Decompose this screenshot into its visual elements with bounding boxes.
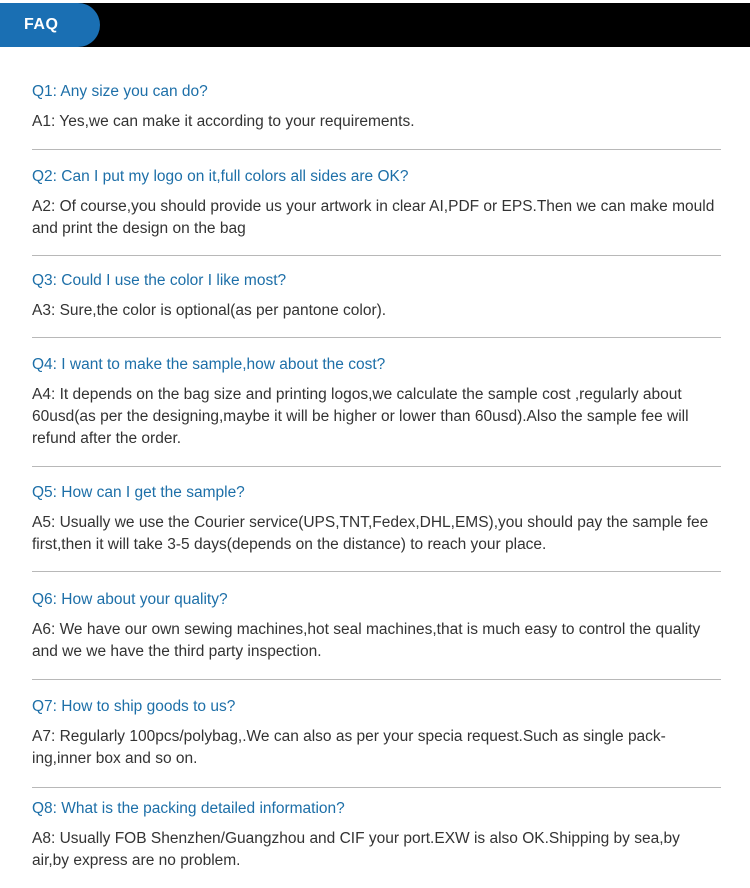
faq-question: Q5: How can I get the sample? <box>32 484 245 501</box>
faq-question: Q8: What is the packing detailed information? <box>32 800 345 817</box>
faq-question: Q3: Could I use the color I like most? <box>32 272 287 289</box>
faq-answer: A3: Sure,the color is optional(as per pantone color). <box>32 302 387 319</box>
faq-item-1 <box>32 82 721 150</box>
faq-title-tab: FAQ <box>0 3 100 47</box>
faq-answer: A6: We have our own sewing machines,hot seal machines,that is much easy to control the quality and we we have the third party inspection. <box>32 621 701 660</box>
faq-item-3 <box>32 256 721 338</box>
faq-question: Q4: I want to make the sample,how about the cost? <box>32 356 386 373</box>
faq-answer: A2: Of course,you should provide us your artwork in clear AI,PDF or EPS.Then we can make mould and print the design on the bag <box>32 198 715 237</box>
faq-question: Q6: How about your quality? <box>32 591 228 608</box>
faq-item-4 <box>32 338 721 467</box>
faq-answer: A8: Usually FOB Shenzhen/Guangzhou and CIF your port.EXW is also OK.Shipping by sea,by air,by express are no problem. <box>32 830 680 869</box>
faq-answer: A5: Usually we use the Courier service(UPS,TNT,Fedex,DHL,EMS),you should pay the sample fee first,then it will take 3-5 days(depends on the distance) to reach your place. <box>32 514 709 553</box>
faq-question: Q1: Any size you can do? <box>32 83 208 100</box>
faq-item-8 <box>32 788 721 872</box>
faq-item-6 <box>32 572 721 680</box>
faq-item-2 <box>32 150 721 256</box>
faq-answer: A1: Yes,we can make it according to your requirements. <box>32 113 415 130</box>
faq-answer: A4: It depends on the bag size and printing logos,we calculate the sample cost ,regularly about 60usd(as per the designing,maybe it will be higher or lower than 60usd).Also the sample fee will refund after the order. <box>32 386 689 447</box>
faq-question: Q2: Can I put my logo on it,full colors all sides are OK? <box>32 168 409 185</box>
faq-list <box>32 82 721 872</box>
faq-question: Q7: How to ship goods to us? <box>32 698 236 715</box>
faq-item-7 <box>32 680 721 788</box>
faq-item-5 <box>32 467 721 572</box>
header-bar <box>0 3 750 47</box>
faq-answer: A7: Regularly 100pcs/polybag,.We can also as per your specia request.Such as single pack-ing,inner box and so on. <box>32 728 666 767</box>
